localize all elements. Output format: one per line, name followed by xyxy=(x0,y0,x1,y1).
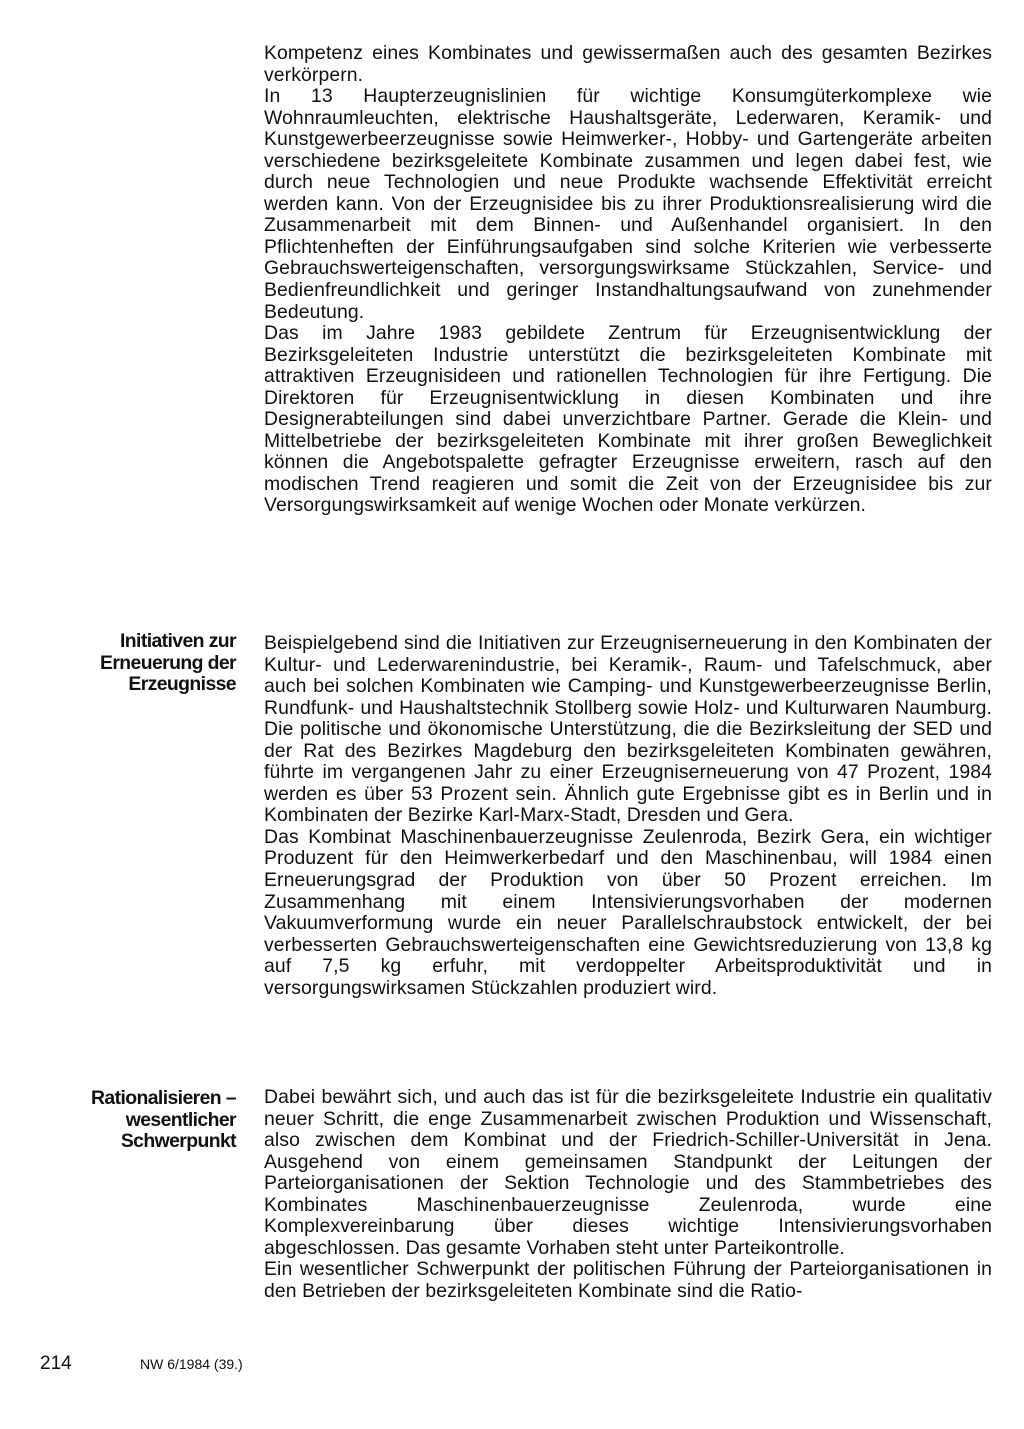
paragraph: Ein wesentlicher Schwerpunkt der politischen Führung der Parteiorganisationen in den Betrieben der bezirksgeleiteten Kombinate sind die Ratio- xyxy=(264,1258,992,1302)
text-section-rationalization xyxy=(264,1087,992,1302)
section-heading-rationalization: Rationalisieren – wesentlicher Schwerpunkt xyxy=(91,1087,236,1152)
paragraph: Beispielgebend sind die Initiativen zur Erzeugniserneuerung in den Kombinaten der Kultur- und Lederwarenindustrie, bei Keramik-, Raum- und Tafelschmuck, aber auch bei solchen Kombinaten wie Camping- und Kunstgewerbeerzeugnisse Berlin, Rundfunk- und Haushaltstechnik Stollberg sowie Holz- und Kulturwaren Naumburg. Die politische und ökonomische Unterstützung, die die Bezirksleitung der SED und der Rat des Bezirkes Magdeburg den bezirksgeleiteten Kombinaten gewähren, führte im vergangenen Jahr zu einer Erzeugniserneuerung von 47 Prozent, 1984 werden es über 53 Prozent sein. Ähnlich gute Ergebnisse gibt es in Berlin und in Kombinaten der Bezirke Karl-Marx-Stadt, Dresden und Gera. xyxy=(264,632,992,827)
page-footer xyxy=(0,1353,1024,1377)
paragraph: Das im Jahre 1983 gebildete Zentrum für Erzeugnisentwicklung der Bezirksgeleiteten Industrie unterstützt die bezirksgeleiteten Kombinate mit attraktiven Erzeugnisideen und rationellen Technologien für ihre Fertigung. Die Direktoren für Erzeugnisentwicklung in diesen Kombinaten und ihre Designerabteilungen sind dabei unverzichtbare Partner. Gerade die Klein- und Mittelbetriebe der bezirksgeleiteten Kombinate mit ihrer großen Beweglichkeit können die Angebotspalette gefragter Erzeugnisse erweitern, rasch auf den modischen Trend reagieren und somit die Zeit von der Erzeugnisidee bis zur Versorgungswirksamkeit auf wenige Wochen oder Monate verkürzen. xyxy=(264,322,992,517)
paragraph: Kompetenz eines Kombinates und gewissermaßen auch des gesamten Bezirkes verkörpern. xyxy=(264,42,992,86)
paragraph: In 13 Haupterzeugnislinien für wichtige Konsumgüterkomplexe wie Wohnraumleuchten, elektrische Haushaltsgeräte, Lederwaren, Keramik- und Kunstgewerbeerzeugnisse sowie Heimwerker-, Hobby- und Gartengeräte arbeiten verschiedene bezirksgeleitete Kombinate zusammen und legen dabei fest, wie durch neue Technologien und neue Produkte wachsende Effektivität erreicht werden kann. Von der Erzeugnisidee bis zu ihrer Produktionsrealisierung wird die Zusammenarbeit mit dem Binnen- und Außenhandel organisiert. In den Pflichtenheften der Einführungsaufgaben sind solche Kriterien wie verbesserte Gebrauchswerteigenschaften, versorgungswirksame Stückzahlen, Service- und Bedienfreundlichkeit und geringer Instandhaltungsaufwand von zunehmender Bedeutung. xyxy=(264,85,992,323)
text-section-initiatives xyxy=(264,633,992,999)
paragraph: Das Kombinat Maschinenbauerzeugnisse Zeulenroda, Bezirk Gera, ein wichtiger Produzent für den Heimwerkerbedarf und den Maschinenbau, will 1984 einen Erneuerungsgrad der Produktion von über 50 Prozent erreichen. Im Zusammenhang mit einem Intensivierungsvorhaben der modernen Vakuumverformung wurde ein neuer Parallelschraubstock entwickelt, der bei verbesserten Gebrauchswerteigenschaften eine Gewichtsreduzierung von 13,8 kg auf 7,5 kg erfuhr, mit verdoppelter Arbeitsproduktivität und in versorgungswirksamen Stückzahlen produziert wird. xyxy=(264,825,992,999)
section-heading-initiatives: Initiativen zur Erneuerung der Erzeugnisse xyxy=(100,630,236,695)
issue-reference: NW 6/1984 (39.) xyxy=(140,1356,243,1372)
paragraph: Dabei bewährt sich, und auch das ist für die bezirksgeleitete Industrie ein qualitativ neuer Schritt, die enge Zusammenarbeit zwischen Produktion und Wissenschaft, also zwischen dem Kombinat und der Friedrich-Schiller-Universität in Jena. Ausgehend von einem gemeinsamen Standpunkt der Leitungen der Parteiorganisationen der Sektion Technologie und des Stammbetriebes des Kombinates Maschinenbauerzeugnisse Zeulenroda, wurde eine Komplexvereinbarung über dieses wichtige Intensivierungsvorhaben abgeschlossen. Das gesamte Vorhaben steht unter Parteikontrolle. xyxy=(264,1086,992,1259)
page-number: 214 xyxy=(40,1353,72,1374)
text-section-intro xyxy=(264,43,992,517)
